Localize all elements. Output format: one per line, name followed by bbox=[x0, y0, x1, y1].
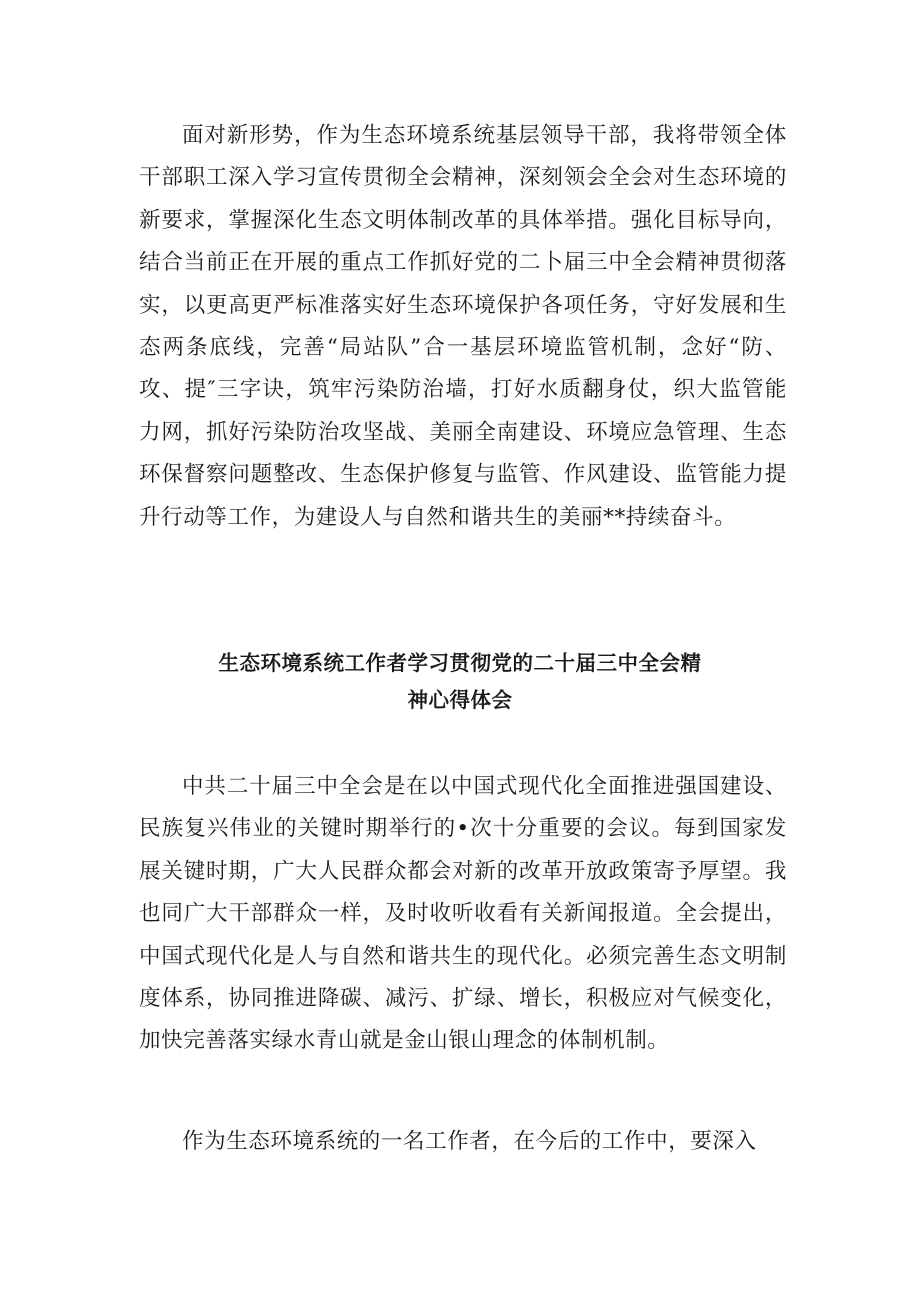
title-line-1: 生态环境系统工作者学习贯彻党的二十届三中全会精 bbox=[218, 651, 702, 675]
closing-paragraph: 作为生态环境系统的一名工作者，在今后的工作中，要深入 bbox=[182, 1129, 757, 1154]
body-paragraph: 中共二十届三中全会是在以中国式现代化全面推进强国建设、民族复兴伟业的关键时期举行的•次十分重要的会议。每到国家发展关键时期，广大人民群众都会对新的改革开放政策寄予厚望。我也同广大干部群众一样，及时收听收看有关新闻报道。全会提出，中国式现代化是人与自然和谐共生的现代化。必须完善生态文明制度体系，协同推进降碳、减污、扩绿、增长，积极应对气候变化，加快完善落实绿水青山就是金山银山理念的体制机制。 bbox=[139, 774, 787, 1054]
intro-paragraph: 面对新形势，作为生态环境系统基层领导干部，我将带领全体干部职工深入学习宣传贯彻全会精神，深刻领会全会对生态环境的新要求，掌握深化生态文明体制改革的具体举措。强化目标导向，结合当前正在开展的重点工作抓好党的二卜届三中全会精神贯彻落实，以更高更严标准落实好生态环境保护各项任务，守好发展和生态两条底线，完善“局站队”合一基层环境监管机制，念好“防、攻、提″三字诀，筑牢污染防治墙，打好水质翻身仗，织大监管能力网，抓好污染防治攻坚战、美丽全南建设、环境应急管理、生态环保督察问题整改、生态保护修复与监管、作风建设、监管能力提升行动等工作，为建设人与自然和谐共生的美丽**持续奋斗。 bbox=[139, 123, 787, 530]
title-line-2: 神心得体会 bbox=[407, 688, 513, 712]
article-title bbox=[160, 645, 760, 719]
